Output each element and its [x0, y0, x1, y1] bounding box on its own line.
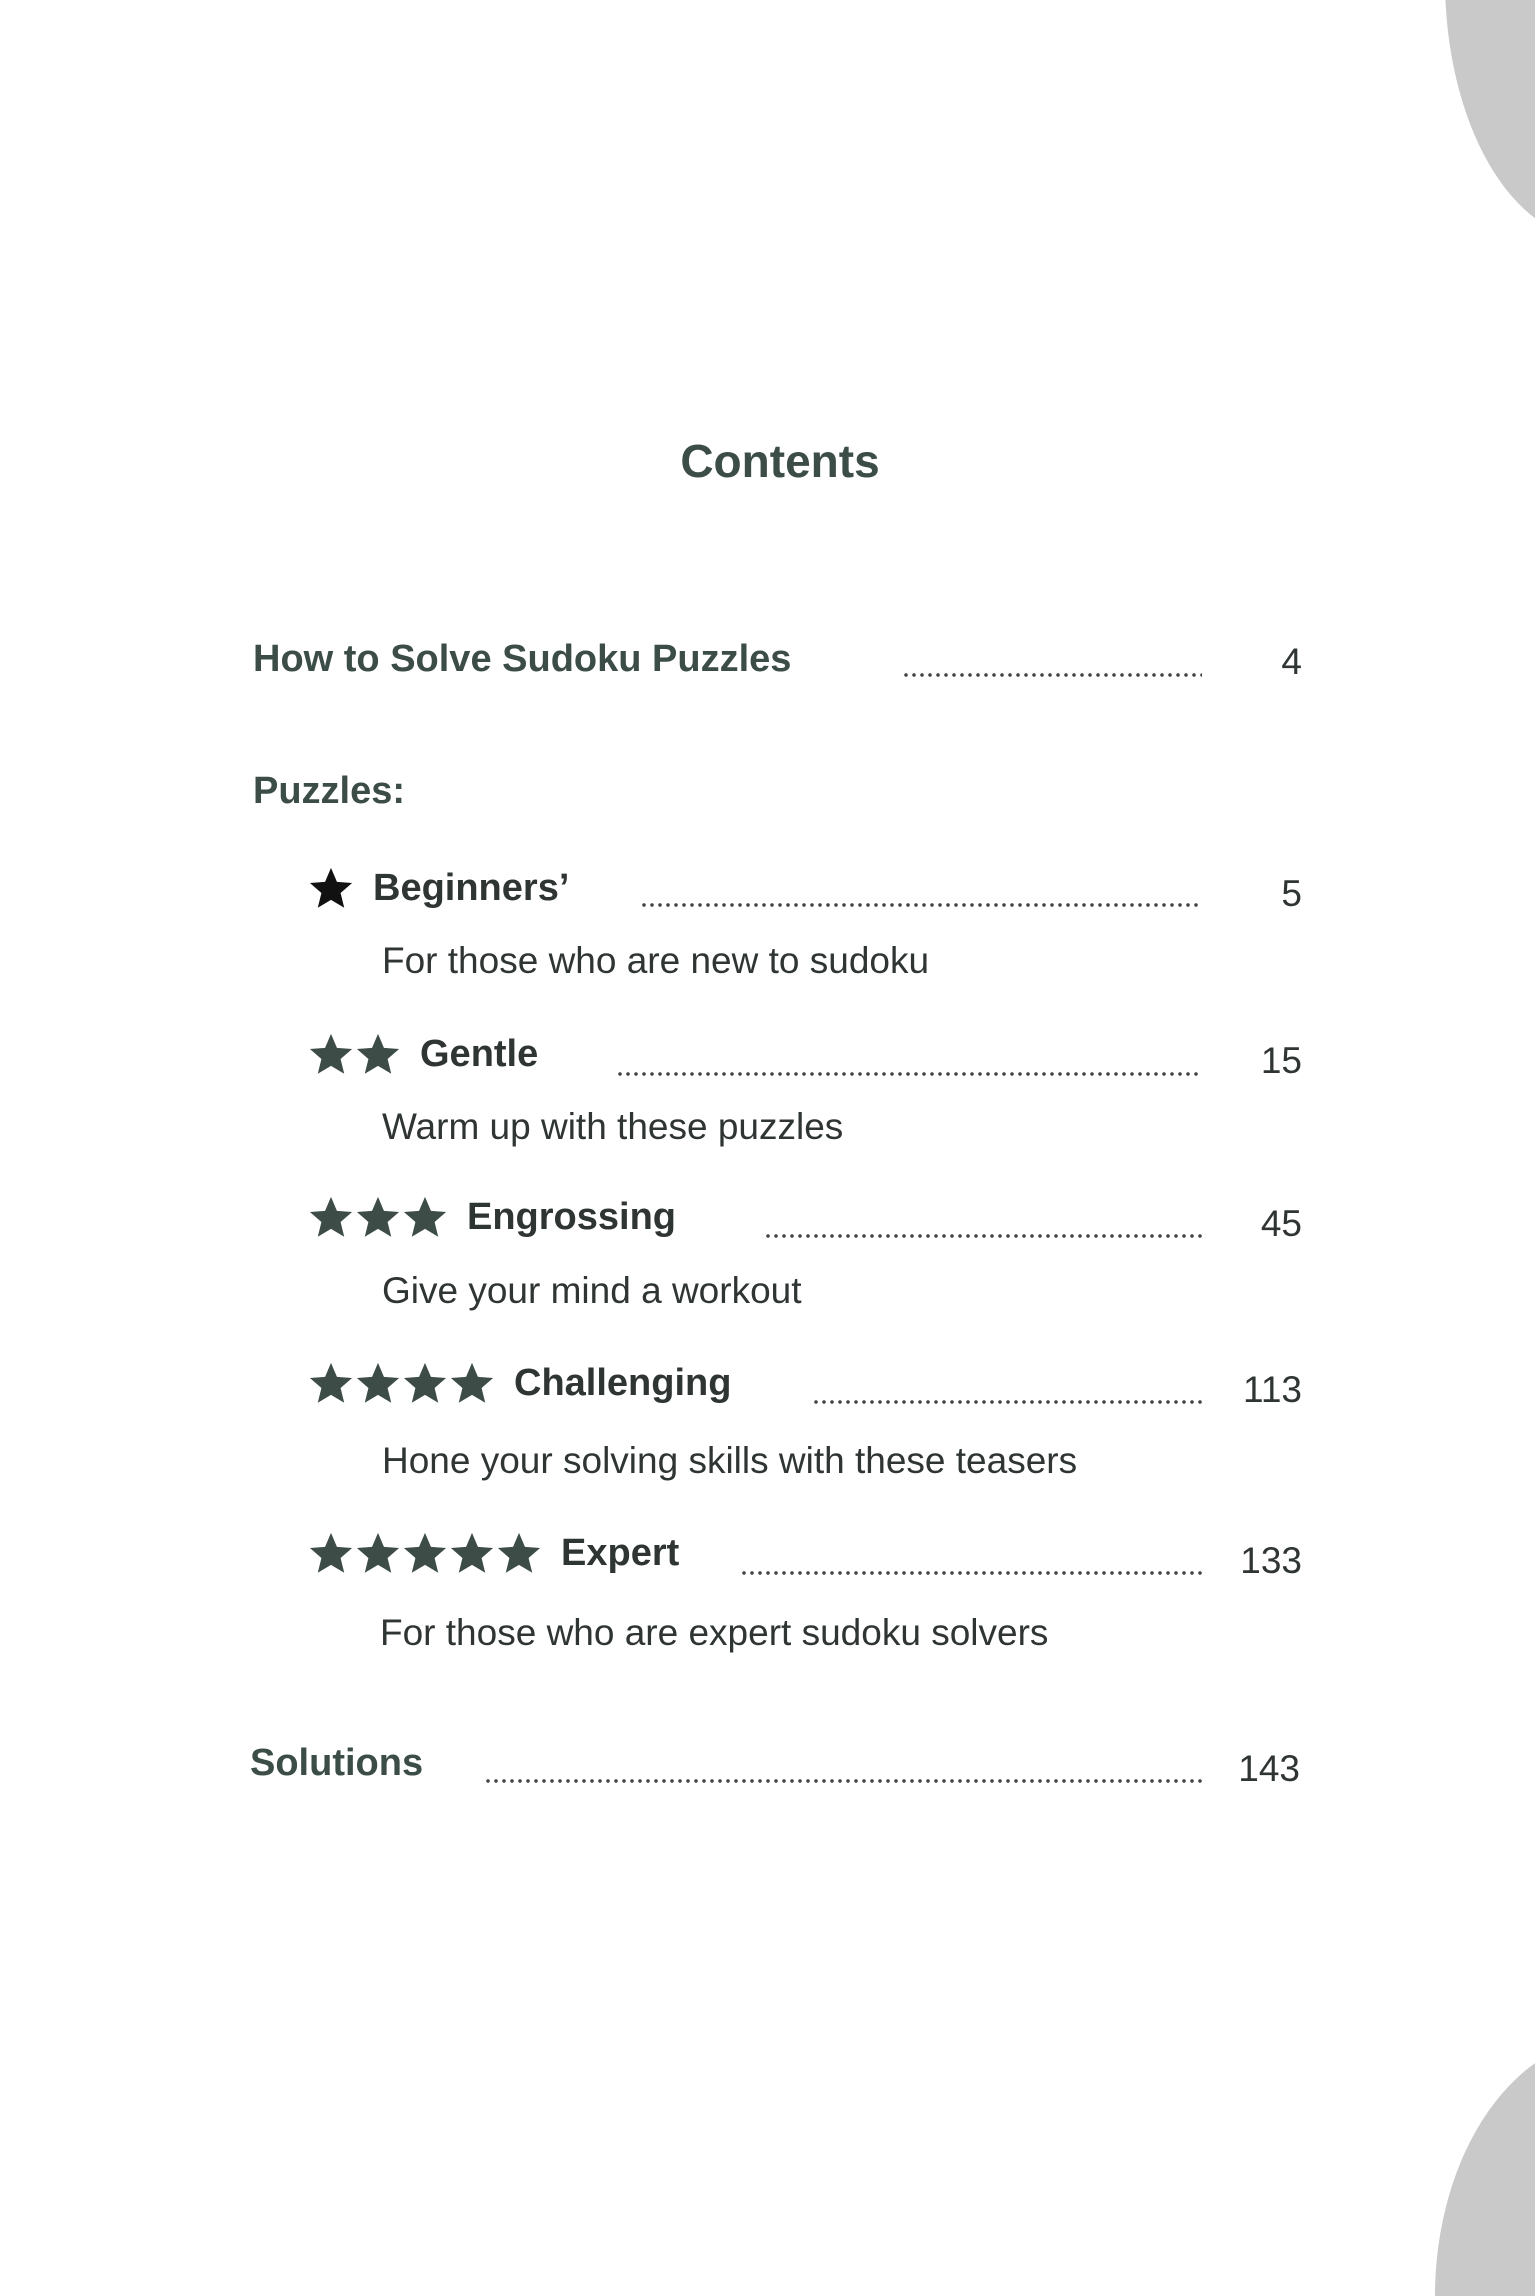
page-number: 143 — [1238, 1748, 1300, 1789]
dot-leader — [902, 670, 1202, 680]
difficulty-stars — [308, 1530, 543, 1576]
page-corner-shadow — [1435, 2036, 1535, 2296]
dot-leader — [640, 900, 1202, 910]
star-icon — [355, 1360, 401, 1406]
star-icon — [355, 1031, 401, 1077]
page-number: 45 — [1260, 1203, 1302, 1244]
toc-entry-description: Hone your solving skills with these teasers — [382, 1440, 1078, 1481]
toc-entry-label: Challenging — [514, 1361, 732, 1404]
toc-entry-how-to[interactable] — [253, 638, 791, 681]
star-icon — [449, 1360, 495, 1406]
star-icon — [355, 1530, 401, 1576]
star-icon — [402, 1194, 448, 1240]
star-icon — [308, 865, 354, 911]
dot-leader — [616, 1069, 1202, 1079]
star-icon — [402, 1360, 448, 1406]
toc-entry-description: Give your mind a workout — [382, 1270, 802, 1311]
star-icon — [402, 1530, 448, 1576]
toc-entry-engrossing[interactable] — [308, 1194, 676, 1240]
toc-entry-description: For those who are expert sudoku solvers — [380, 1612, 1049, 1653]
star-icon — [308, 1194, 354, 1240]
star-icon — [308, 1530, 354, 1576]
difficulty-stars — [308, 1194, 449, 1240]
dot-leader — [764, 1231, 1202, 1241]
star-icon — [449, 1530, 495, 1576]
toc-entry-description: Warm up with these puzzles — [382, 1106, 844, 1147]
section-heading: Puzzles: — [253, 770, 406, 812]
toc-entry-expert[interactable] — [308, 1530, 679, 1576]
toc-entry-label: Solutions — [250, 1742, 424, 1784]
dot-leader — [740, 1568, 1202, 1578]
page-number: 15 — [1260, 1040, 1302, 1081]
star-icon — [355, 1194, 401, 1240]
toc-entry-beginners[interactable] — [308, 865, 569, 911]
page-title: Contents — [680, 435, 880, 487]
page-number: 133 — [1240, 1540, 1302, 1581]
star-icon — [308, 1031, 354, 1077]
toc-entry-challenging[interactable] — [308, 1360, 731, 1406]
page-number: 113 — [1243, 1369, 1302, 1410]
toc-entry-label: Beginners’ — [373, 866, 570, 909]
page-corner-shadow — [1445, 0, 1535, 240]
toc-entry-description: For those who are new to sudoku — [382, 940, 930, 981]
difficulty-stars — [308, 1360, 496, 1406]
toc-entry-gentle[interactable] — [308, 1031, 538, 1077]
page-number: 4 — [1281, 641, 1302, 682]
toc-entry-label: Expert — [561, 1531, 680, 1574]
difficulty-stars — [308, 865, 355, 911]
difficulty-stars — [308, 1031, 402, 1077]
dot-leader — [812, 1397, 1202, 1407]
toc-entry-solutions[interactable] — [250, 1742, 423, 1785]
star-icon — [496, 1530, 542, 1576]
star-icon — [308, 1360, 354, 1406]
dot-leader — [484, 1776, 1202, 1786]
toc-entry-label: Engrossing — [467, 1195, 677, 1238]
toc-entry-label: Gentle — [420, 1032, 539, 1075]
page-number: 5 — [1281, 873, 1302, 914]
toc-entry-label: How to Solve Sudoku Puzzles — [253, 638, 792, 680]
